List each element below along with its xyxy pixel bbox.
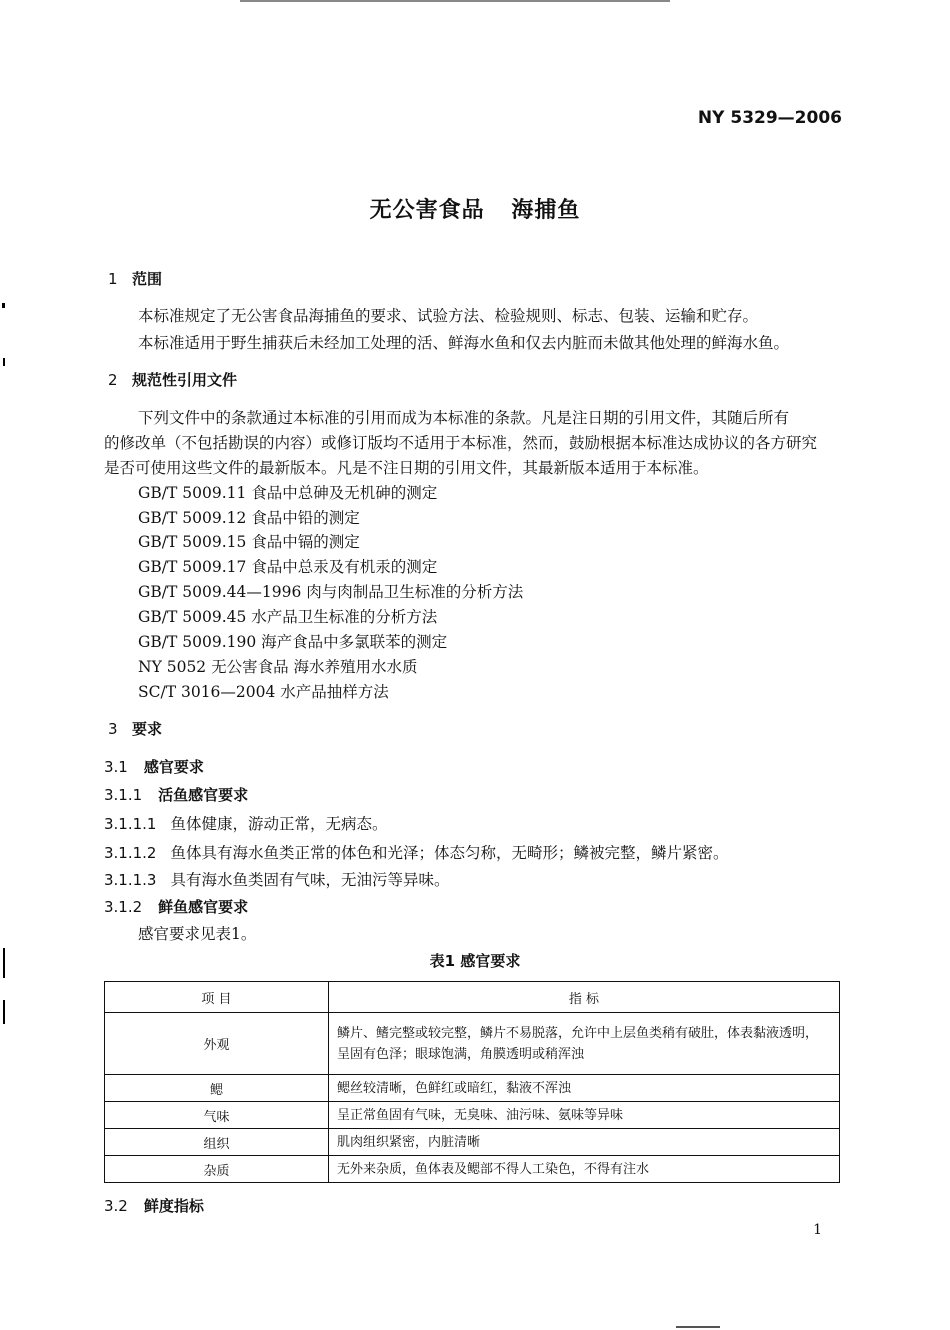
section-number: 3.2 bbox=[104, 1197, 128, 1215]
indicator-line: 鳞片、鳍完整或较完整，鳞片不易脱落，允许中上层鱼类稍有破肚，体表黏液透明， bbox=[337, 1025, 819, 1041]
section-number: 3.1.2 bbox=[104, 898, 143, 916]
table-cell-item: 气味 bbox=[105, 1102, 329, 1129]
table-cell-item: 外观 bbox=[105, 1013, 329, 1075]
table-header-row bbox=[105, 982, 840, 1013]
section-3-2-heading bbox=[104, 1195, 204, 1216]
paragraph-line: 的修改单（不包括勘误的内容）或修订版均不适用于本标准，然而，鼓励根据本标准达成协议的各方研究 bbox=[104, 434, 818, 452]
table-cell-indicator bbox=[329, 1129, 840, 1156]
section-1-heading bbox=[108, 268, 162, 289]
paragraph: 本标准规定了无公害食品海捕鱼的要求、试验方法、检验规则、标志、包装、运输和贮存。 bbox=[138, 307, 759, 325]
reference-item: GB/T 5009.17 食品中总汞及有机汞的测定 bbox=[138, 558, 438, 576]
reference-item: GB/T 5009.11 食品中总砷及无机砷的测定 bbox=[138, 484, 438, 502]
scan-mark-left-1 bbox=[2, 303, 5, 308]
section-3-1-2-heading bbox=[104, 896, 248, 917]
scan-mark-bottom bbox=[676, 1326, 720, 1328]
indicator-line: 呈固有色泽；眼球饱满，角膜透明或稍浑浊 bbox=[337, 1046, 585, 1062]
section-number: 1 bbox=[108, 270, 118, 288]
clause bbox=[104, 841, 729, 863]
reference-item: GB/T 5009.190 海产食品中多氯联苯的测定 bbox=[138, 633, 448, 651]
clause-text: 具有海水鱼类固有气味，无油污等异味。 bbox=[170, 871, 450, 889]
indicator-line: 鳃丝较清晰，色鲜红或暗红，黏液不浑浊 bbox=[337, 1080, 572, 1096]
section-title: 范围 bbox=[132, 270, 163, 288]
paragraph: 感官要求见表1。 bbox=[138, 925, 257, 943]
section-title: 鲜度指标 bbox=[143, 1197, 204, 1215]
column-header-item: 项 目 bbox=[105, 982, 329, 1013]
reference-item: SC/T 3016—2004 水产品抽样方法 bbox=[138, 683, 389, 701]
scan-mark-left-4 bbox=[3, 1000, 5, 1024]
table-cell-item: 鳃 bbox=[105, 1075, 329, 1102]
scan-mark-top bbox=[240, 0, 670, 2]
table-caption: 表1 感官要求 bbox=[429, 952, 521, 970]
paragraph: 本标准适用于野生捕获后未经加工处理的活、鲜海水鱼和仅去内脏而未做其他处理的鲜海水鱼。 bbox=[138, 334, 790, 352]
indicator-line: 呈正常鱼固有气味，无臭味、油污味、氨味等异味 bbox=[337, 1107, 624, 1123]
indicator-line: 肌肉组织紧密，内脏清晰 bbox=[337, 1134, 481, 1150]
table-row bbox=[105, 1129, 840, 1156]
section-3-1-1-heading bbox=[104, 784, 248, 805]
reference-item: GB/T 5009.45 水产品卫生标准的分析方法 bbox=[138, 608, 438, 626]
clause-number: 3.1.1.2 bbox=[104, 844, 157, 862]
reference-item: GB/T 5009.12 食品中铅的测定 bbox=[138, 509, 360, 527]
table-row bbox=[105, 1102, 840, 1129]
table-row bbox=[105, 1013, 840, 1075]
clause-text: 鱼体具有海水鱼类正常的体色和光泽；体态匀称，无畸形；鳞被完整，鳞片紧密。 bbox=[170, 844, 729, 862]
paragraph-line: 下列文件中的条款通过本标准的引用而成为本标准的条款。凡是注日期的引用文件，其随后所有 bbox=[138, 409, 790, 427]
page-number: 1 bbox=[813, 1222, 822, 1238]
clause-number: 3.1.1.1 bbox=[104, 815, 157, 833]
table-row bbox=[105, 1075, 840, 1102]
clause bbox=[104, 868, 450, 890]
section-number: 3.1.1 bbox=[104, 786, 143, 804]
table-cell-item: 杂质 bbox=[105, 1156, 329, 1183]
section-number: 2 bbox=[108, 371, 118, 389]
section-title: 要求 bbox=[132, 720, 163, 738]
table-cell-indicator bbox=[329, 1102, 840, 1129]
table-row bbox=[105, 1156, 840, 1183]
reference-item: NY 5052 无公害食品 海水养殖用水水质 bbox=[138, 658, 418, 676]
scan-mark-left-2 bbox=[3, 358, 5, 366]
section-title: 鲜鱼感官要求 bbox=[158, 898, 249, 916]
table-cell-indicator bbox=[329, 1156, 840, 1183]
clause bbox=[104, 812, 388, 834]
column-header-indicator: 指 标 bbox=[329, 982, 840, 1013]
section-number: 3.1 bbox=[104, 758, 128, 776]
section-title: 感官要求 bbox=[143, 758, 204, 776]
paragraph-line: 是否可使用这些文件的最新版本。凡是不注日期的引用文件，其最新版本适用于本标准。 bbox=[104, 459, 709, 477]
reference-item: GB/T 5009.44—1996 肉与肉制品卫生标准的分析方法 bbox=[138, 583, 524, 601]
clause-number: 3.1.1.3 bbox=[104, 871, 157, 889]
table-cell-indicator bbox=[329, 1013, 840, 1075]
section-3-heading bbox=[108, 718, 162, 739]
standard-number: NY 5329—2006 bbox=[697, 108, 842, 128]
sensory-requirements-table bbox=[104, 981, 840, 1183]
section-3-1-heading bbox=[104, 756, 204, 777]
reference-item: GB/T 5009.15 食品中镉的测定 bbox=[138, 533, 360, 551]
section-number: 3 bbox=[108, 720, 118, 738]
clause-text: 鱼体健康，游动正常，无病态。 bbox=[170, 815, 388, 833]
table-cell-item: 组织 bbox=[105, 1129, 329, 1156]
section-title: 规范性引用文件 bbox=[132, 371, 238, 389]
indicator-line: 无外来杂质，鱼体表及鳃部不得人工染色，不得有注水 bbox=[337, 1161, 650, 1177]
section-title: 活鱼感官要求 bbox=[158, 786, 249, 804]
document-title: 无公害食品 海捕鱼 bbox=[369, 198, 581, 223]
table-cell-indicator bbox=[329, 1075, 840, 1102]
section-2-heading bbox=[108, 369, 237, 390]
